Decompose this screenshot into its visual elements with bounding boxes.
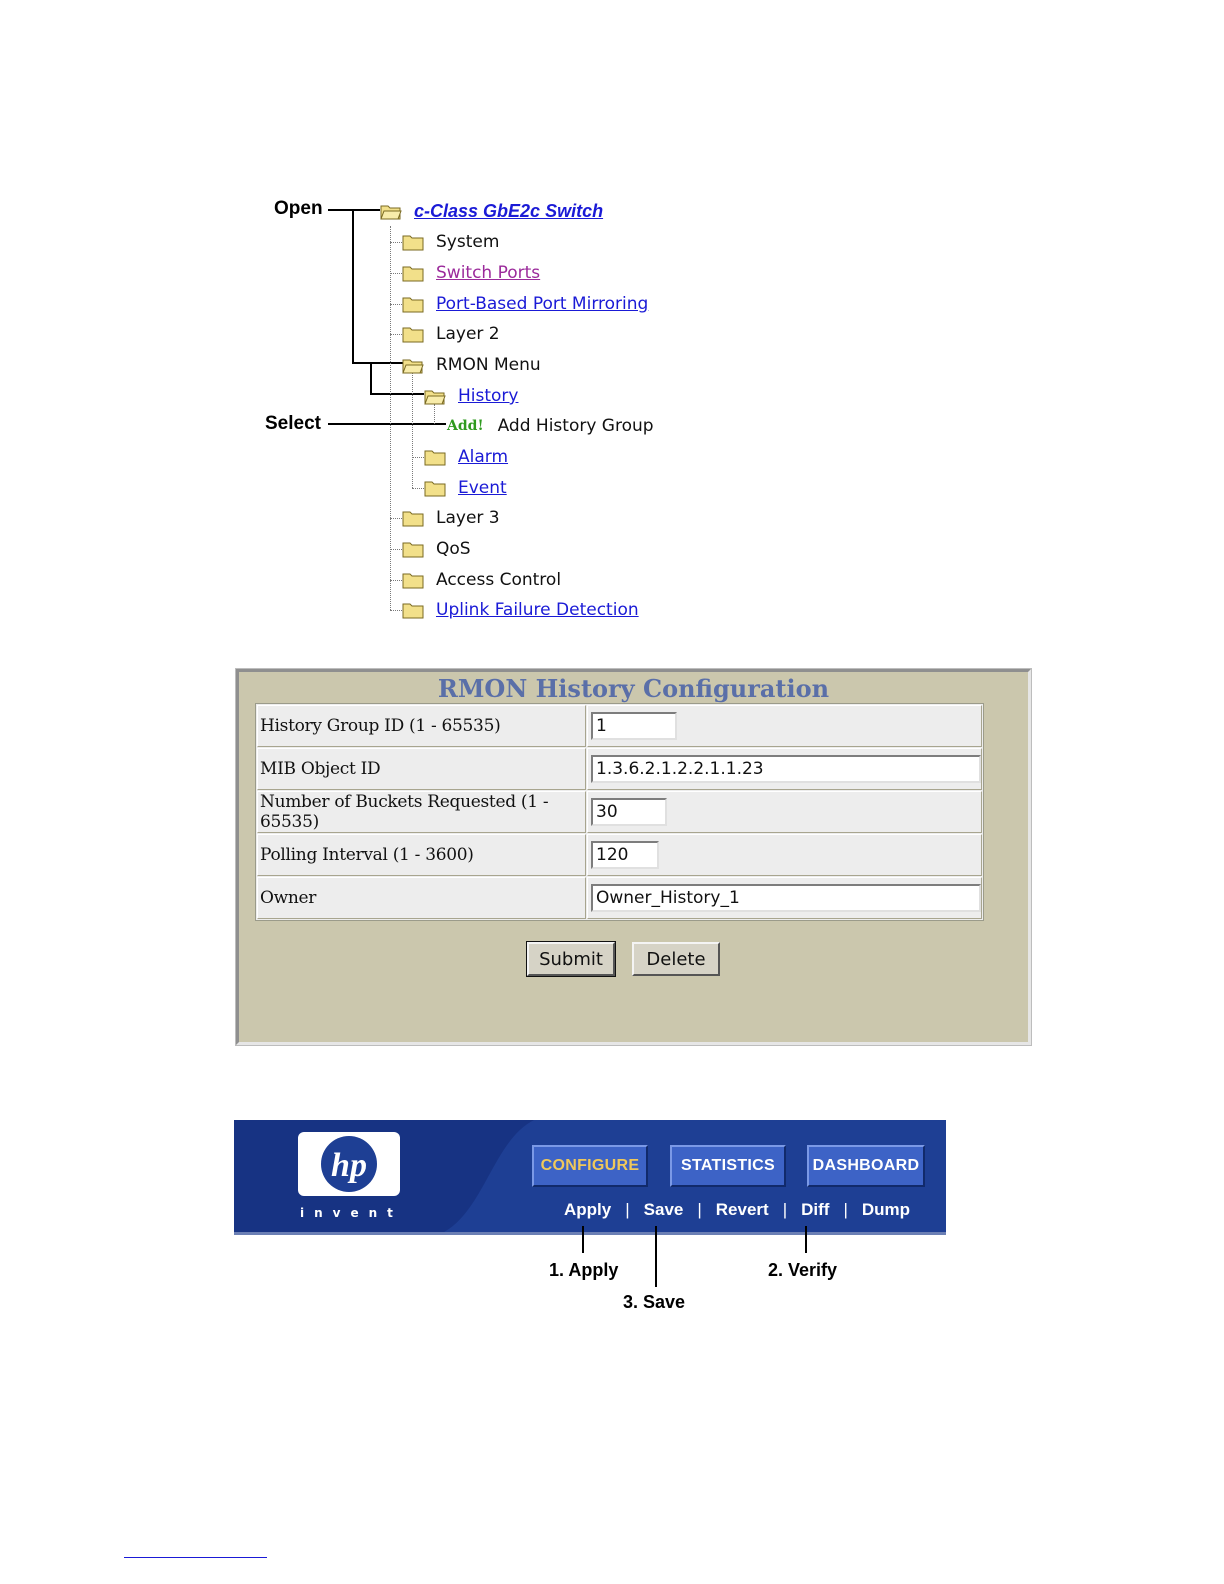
buckets-requested-input[interactable] xyxy=(591,798,667,826)
separator: | xyxy=(697,1200,702,1219)
table-row xyxy=(257,834,982,876)
footnote-rule xyxy=(124,1557,267,1558)
separator: | xyxy=(843,1200,848,1219)
field-label: Number of Buckets Requested (1 - 65535) xyxy=(257,791,586,833)
hp-logo xyxy=(298,1132,400,1196)
add-icon: Add! xyxy=(447,418,484,434)
hp-tagline: invent xyxy=(300,1206,403,1220)
open-connector-vertical xyxy=(352,209,354,364)
field-label: MIB Object ID xyxy=(257,748,586,790)
tree-item-layer3[interactable] xyxy=(402,505,500,531)
tree-item-label: Access Control xyxy=(436,570,562,590)
apply-pointer xyxy=(582,1226,584,1253)
tree-item-label[interactable]: Add History Group xyxy=(497,416,654,436)
folder-icon xyxy=(402,296,424,313)
select-connector xyxy=(328,423,446,425)
tree-item-label: RMON Menu xyxy=(436,355,541,375)
tree-line xyxy=(390,549,402,550)
verify-annotation: 2. Verify xyxy=(768,1260,838,1280)
save-annotation: 3. Save xyxy=(623,1292,686,1312)
table-row xyxy=(257,705,982,747)
folder-icon xyxy=(402,602,424,619)
open-folder-icon xyxy=(424,388,446,405)
tree-item-label: System xyxy=(436,232,500,252)
tree-item-label[interactable]: History xyxy=(458,386,519,406)
tree-line xyxy=(390,226,391,610)
tree-item-label[interactable]: Port-Based Port Mirroring xyxy=(436,294,649,314)
folder-icon xyxy=(402,510,424,527)
tree-item-layer2[interactable] xyxy=(402,321,500,347)
tree-item-label: Layer 2 xyxy=(436,324,500,344)
tree-root-label[interactable]: c-Class GbE2c Switch xyxy=(414,200,604,221)
table-row xyxy=(257,791,982,833)
field-label: History Group ID (1 - 65535) xyxy=(257,705,586,747)
tree-line xyxy=(390,610,402,611)
open-connector-vertical-2 xyxy=(370,364,372,394)
dump-link[interactable]: Dump xyxy=(861,1200,911,1219)
tree-item-switch-ports[interactable] xyxy=(402,260,540,286)
folder-icon xyxy=(402,265,424,282)
tree-item-label[interactable]: Uplink Failure Detection xyxy=(436,600,639,620)
verify-pointer xyxy=(805,1226,807,1253)
tab-dashboard[interactable]: DASHBOARD xyxy=(807,1145,925,1187)
tree-item-access-control[interactable] xyxy=(402,567,561,593)
tree-item-rmon-menu[interactable] xyxy=(402,352,541,378)
tree-item-alarm[interactable] xyxy=(424,444,508,470)
tab-statistics[interactable]: STATISTICS xyxy=(670,1145,786,1187)
tree-item-label[interactable]: Switch Ports xyxy=(436,263,541,283)
tree-item-system[interactable] xyxy=(402,229,499,255)
open-connector-rmon xyxy=(352,362,404,364)
polling-interval-input[interactable] xyxy=(591,841,659,869)
command-row xyxy=(564,1200,910,1220)
field-label: Polling Interval (1 - 3600) xyxy=(257,834,586,876)
config-table xyxy=(255,703,984,921)
mib-object-id-input[interactable] xyxy=(591,755,981,783)
open-connector-history xyxy=(370,393,424,395)
tree-item-history[interactable] xyxy=(424,383,518,409)
tree-line xyxy=(412,372,413,488)
tree-line xyxy=(390,304,402,305)
tree-item-label[interactable]: Event xyxy=(458,478,507,498)
tree-item-add-history-group[interactable] xyxy=(447,413,654,439)
open-folder-icon xyxy=(402,357,424,374)
apply-link[interactable]: Apply xyxy=(564,1200,612,1219)
open-connector xyxy=(328,209,380,211)
history-group-id-input[interactable] xyxy=(591,712,677,740)
folder-icon xyxy=(424,449,446,466)
revert-link[interactable]: Revert xyxy=(715,1200,769,1219)
tree-line xyxy=(390,334,402,335)
hp-toolbar xyxy=(234,1120,946,1235)
owner-input[interactable] xyxy=(591,884,981,912)
tree-item-qos[interactable] xyxy=(402,536,471,562)
tree-item-label[interactable]: Alarm xyxy=(458,447,509,467)
separator: | xyxy=(782,1200,788,1219)
tree-line xyxy=(390,518,402,519)
folder-icon xyxy=(402,541,424,558)
open-callout: Open xyxy=(274,198,323,219)
tab-configure[interactable]: CONFIGURE xyxy=(532,1145,648,1187)
table-row xyxy=(257,748,982,790)
tree-root[interactable] xyxy=(380,198,603,224)
folder-icon xyxy=(402,234,424,251)
diff-link[interactable]: Diff xyxy=(801,1200,830,1219)
tree-line xyxy=(390,242,402,243)
rmon-history-panel xyxy=(236,669,1031,1045)
folder-icon xyxy=(402,572,424,589)
save-link[interactable]: Save xyxy=(643,1200,684,1219)
tree-item-uplink-failure[interactable] xyxy=(402,597,639,623)
navigation-tree xyxy=(0,0,1224,640)
apply-annotation: 1. Apply xyxy=(549,1260,619,1280)
folder-icon xyxy=(424,480,446,497)
tree-item-event[interactable] xyxy=(424,475,507,501)
folder-icon xyxy=(402,326,424,343)
svg-text:hp: hp xyxy=(331,1147,367,1184)
tree-item-label: QoS xyxy=(436,539,471,559)
hp-logo-icon xyxy=(298,1132,400,1196)
field-label: Owner xyxy=(257,877,586,919)
tree-line xyxy=(412,488,424,489)
panel-title: RMON History Configuration xyxy=(437,674,830,703)
tree-line xyxy=(390,580,402,581)
delete-button[interactable]: Delete xyxy=(632,942,720,976)
save-pointer xyxy=(655,1226,657,1287)
select-callout: Select xyxy=(265,413,321,434)
submit-button[interactable]: Submit xyxy=(527,942,615,976)
open-folder-icon xyxy=(380,203,402,220)
table-row xyxy=(257,877,982,919)
tree-item-port-mirroring[interactable] xyxy=(402,291,648,317)
tree-line xyxy=(390,273,402,274)
tree-item-label: Layer 3 xyxy=(436,508,500,528)
separator: | xyxy=(625,1200,630,1219)
tree-line xyxy=(412,457,424,458)
